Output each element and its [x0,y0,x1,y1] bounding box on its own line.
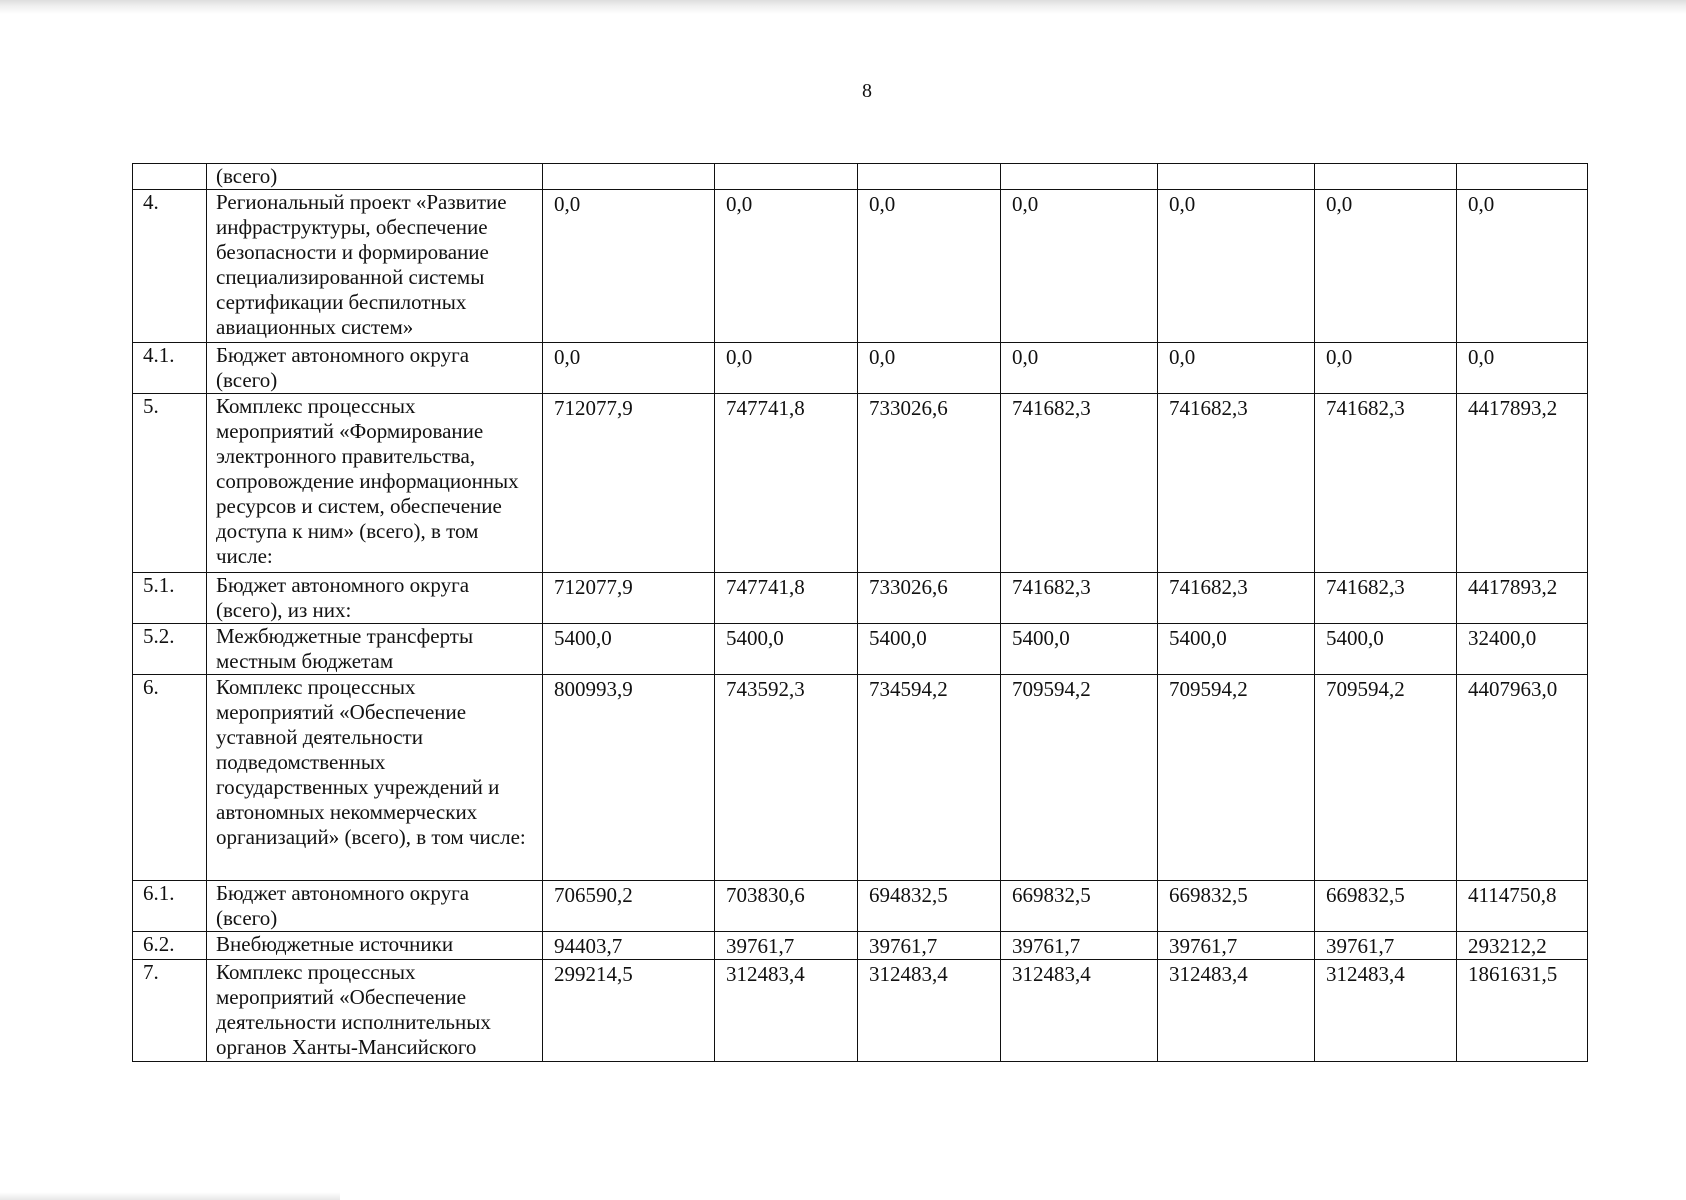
value-cell: 5400,0 [543,624,715,675]
row-name-cell: Бюджет автономного округа (всего) [207,881,543,932]
value-cell: 734594,2 [858,675,1001,881]
value-cell: 712077,9 [543,573,715,624]
value-cell: 733026,6 [858,573,1001,624]
value-cell: 293212,2 [1457,932,1588,960]
budget-table [132,163,1588,1062]
value-cell [1315,164,1457,190]
value-cell: 312483,4 [858,960,1001,1062]
value-cell [858,164,1001,190]
value-cell: 5400,0 [1158,624,1315,675]
value-cell: 0,0 [543,190,715,343]
table-row [133,190,1588,343]
value-cell: 5400,0 [1315,624,1457,675]
table-row [133,343,1588,394]
value-cell: 94403,7 [543,932,715,960]
row-number-cell: 4.1. [133,343,207,394]
value-cell: 741682,3 [1001,394,1158,573]
value-cell: 733026,6 [858,394,1001,573]
value-cell: 669832,5 [1158,881,1315,932]
value-cell: 4417893,2 [1457,394,1588,573]
table-row [133,960,1588,1062]
value-cell: 706590,2 [543,881,715,932]
value-cell: 741682,3 [1001,573,1158,624]
value-cell [1158,164,1315,190]
value-cell: 747741,8 [715,573,858,624]
value-cell: 1861631,5 [1457,960,1588,1062]
row-number-cell: 5.2. [133,624,207,675]
value-cell: 747741,8 [715,394,858,573]
row-name-cell: Бюджет автономного округа (всего), из них: [207,573,543,624]
value-cell: 0,0 [1457,343,1588,394]
value-cell: 32400,0 [1457,624,1588,675]
scan-edge-top [0,0,1686,14]
table-row [133,932,1588,960]
value-cell: 0,0 [1158,343,1315,394]
value-cell: 0,0 [858,343,1001,394]
value-cell [1457,164,1588,190]
row-name-cell: Межбюджетные трансферты местным бюджетам [207,624,543,675]
value-cell: 703830,6 [715,881,858,932]
row-name-cell: Внебюджетные источники [207,932,543,960]
value-cell: 0,0 [715,343,858,394]
value-cell: 312483,4 [1315,960,1457,1062]
table-row [133,164,1588,190]
row-name-cell: Комплекс процессных мероприятий «Формирование электронного правительства, сопровождение информационных ресурсов и систем, обеспечение доступа к ним» (всего), в том числе: [207,394,543,573]
value-cell: 39761,7 [1001,932,1158,960]
value-cell: 0,0 [1315,343,1457,394]
value-cell: 5400,0 [1001,624,1158,675]
row-number-cell: 7. [133,960,207,1062]
row-number-cell [133,164,207,190]
value-cell: 669832,5 [1315,881,1457,932]
value-cell: 709594,2 [1158,675,1315,881]
value-cell: 0,0 [543,343,715,394]
row-name-cell: Бюджет автономного округа (всего) [207,343,543,394]
value-cell: 39761,7 [715,932,858,960]
value-cell: 0,0 [1315,190,1457,343]
row-number-cell: 4. [133,190,207,343]
value-cell: 0,0 [1457,190,1588,343]
value-cell: 4407963,0 [1457,675,1588,881]
value-cell: 741682,3 [1315,394,1457,573]
value-cell: 800993,9 [543,675,715,881]
value-cell: 39761,7 [1158,932,1315,960]
value-cell: 39761,7 [858,932,1001,960]
value-cell: 712077,9 [543,394,715,573]
value-cell: 5400,0 [715,624,858,675]
value-cell: 741682,3 [1158,394,1315,573]
row-number-cell: 5. [133,394,207,573]
value-cell: 312483,4 [715,960,858,1062]
value-cell: 709594,2 [1315,675,1457,881]
row-name-cell: Комплекс процессных мероприятий «Обеспечение деятельности исполнительных органов Ханты-Мансийского [207,960,543,1062]
row-number-cell: 6.2. [133,932,207,960]
value-cell [715,164,858,190]
value-cell: 0,0 [1001,343,1158,394]
row-name-cell: Региональный проект «Развитие инфраструктуры, обеспечение безопасности и формирование специализированной системы сертификации беспилотных авиационных систем» [207,190,543,343]
value-cell: 0,0 [715,190,858,343]
value-cell: 4114750,8 [1457,881,1588,932]
value-cell: 39761,7 [1315,932,1457,960]
value-cell: 299214,5 [543,960,715,1062]
value-cell: 741682,3 [1315,573,1457,624]
row-number-cell: 5.1. [133,573,207,624]
table-row [133,624,1588,675]
value-cell: 709594,2 [1001,675,1158,881]
value-cell: 743592,3 [715,675,858,881]
value-cell [543,164,715,190]
table-row [133,881,1588,932]
value-cell: 0,0 [858,190,1001,343]
value-cell [1001,164,1158,190]
row-number-cell: 6. [133,675,207,881]
value-cell: 694832,5 [858,881,1001,932]
value-cell: 312483,4 [1158,960,1315,1062]
value-cell: 741682,3 [1158,573,1315,624]
value-cell: 4417893,2 [1457,573,1588,624]
scan-edge-bottom [0,1192,340,1200]
table-row [133,675,1588,881]
value-cell: 0,0 [1158,190,1315,343]
table-row [133,394,1588,573]
table-row [133,573,1588,624]
value-cell: 669832,5 [1001,881,1158,932]
value-cell: 312483,4 [1001,960,1158,1062]
page-number: 8 [862,80,872,102]
row-name-cell: (всего) [207,164,543,190]
row-name-cell: Комплекс процессных мероприятий «Обеспечение уставной деятельности подведомственных государственных учреждений и автономных некоммерческих организаций» (всего), в том числе: [207,675,543,881]
row-number-cell: 6.1. [133,881,207,932]
value-cell: 5400,0 [858,624,1001,675]
value-cell: 0,0 [1001,190,1158,343]
